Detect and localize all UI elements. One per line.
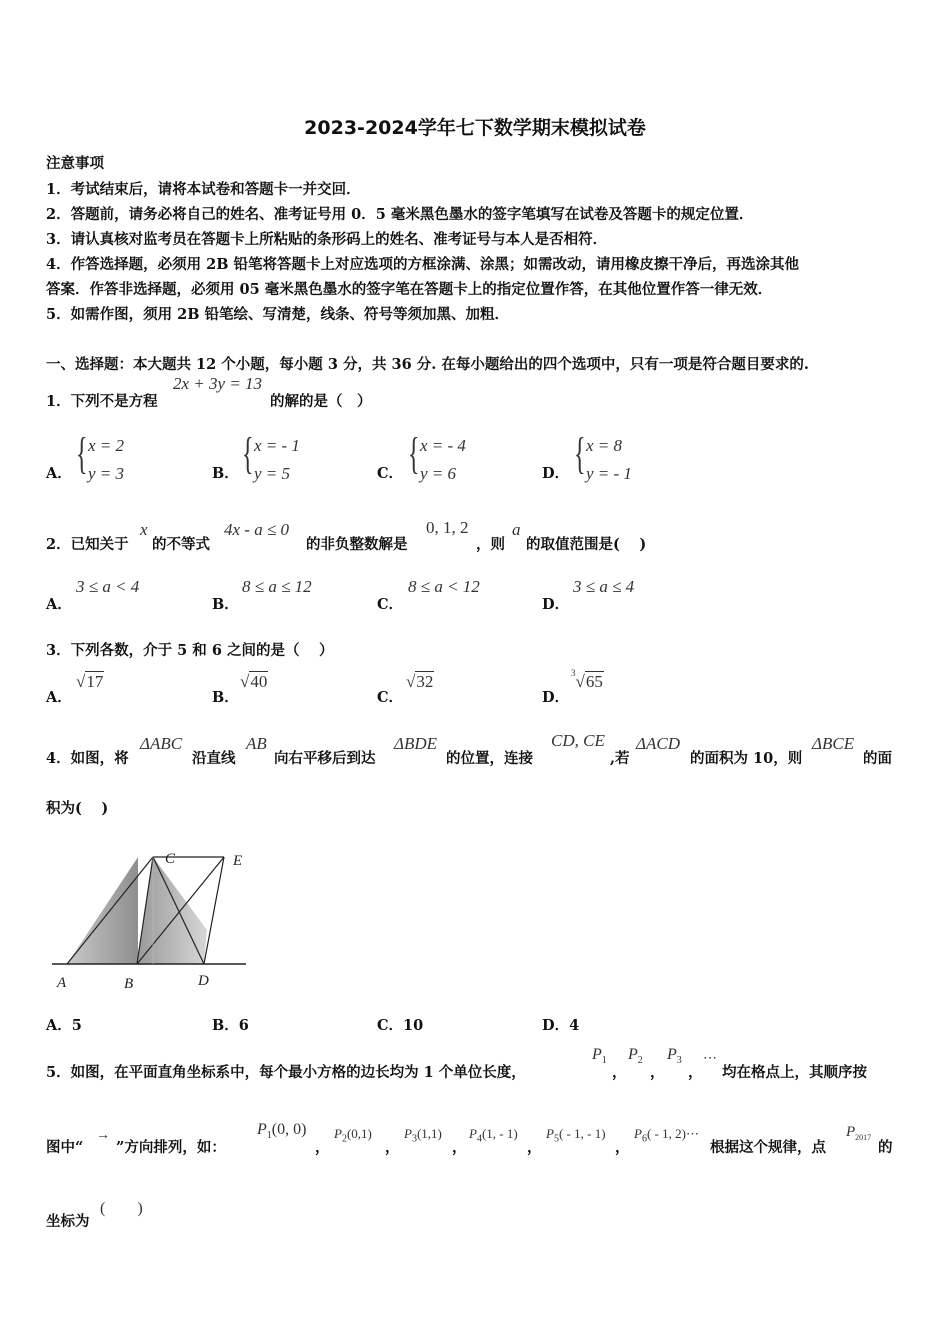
q5-comma: ， xyxy=(385,1139,400,1156)
q5-point-p2: $P_2$ xyxy=(628,1046,643,1067)
q4-stem: 的位置，连接 xyxy=(446,750,533,767)
q4-option-c: C．10 xyxy=(377,1017,424,1034)
q2-var-a: a xyxy=(512,520,521,539)
page-title: 2023-2024学年七下数学期末模拟试卷 xyxy=(304,117,646,139)
q4-option-b: B．6 xyxy=(212,1017,249,1034)
q2-stem: 的取值范围是( ) xyxy=(526,536,647,553)
q4-option-d: D．4 xyxy=(542,1017,580,1034)
q4-math: ΔBDE xyxy=(394,734,438,753)
q2-inequality: 4x - a ≤ 0 xyxy=(224,520,290,539)
q4-figure xyxy=(40,840,270,1000)
shaded-triangle-left xyxy=(67,857,138,964)
q2-stem: ，则 xyxy=(476,536,505,553)
q4-stem: 的面 xyxy=(863,750,892,767)
q1-equation: 2x + 3y = 13 xyxy=(173,374,263,393)
q5-arrow: → xyxy=(96,1128,110,1143)
label-d: D xyxy=(198,973,209,989)
notice-item: 4．作答选择题，必须用 2B 铅笔将答题卡上对应选项的方框涂满、涂黑；如需改动，请用橡皮擦干净后，再选涂其他 xyxy=(46,256,800,273)
q2-option-a-expr: 3 ≤ a < 4 xyxy=(76,577,140,596)
q4-math: ΔABC xyxy=(140,734,183,753)
q2-stem: 的不等式 xyxy=(152,536,210,553)
q4-stem: 沿直线 xyxy=(192,750,236,767)
q3-stem: 3．下列各数，介于 5 和 6 之间的是（ ） xyxy=(46,642,334,659)
q3-option-d-radical: $^3$√65 xyxy=(571,668,603,691)
q4-math: AB xyxy=(246,734,267,753)
notice-item: 2．答题前，请务必将自己的姓名、准考证号用 0．5 毫米黑色墨水的签字笔填写在试卷及答题卡的规定位置． xyxy=(46,206,754,223)
q5-comma: ， xyxy=(612,1064,627,1081)
q5-point-p1: $P_1$ xyxy=(592,1046,607,1067)
q5-seq-p3: $P_3(1,1)$ xyxy=(404,1126,442,1145)
q4-stem: 向右平移后到达 xyxy=(274,750,376,767)
q5-comma: ， xyxy=(452,1139,467,1156)
notice-item: 答案．作答非选择题，必须用 05 毫米黑色墨水的签字笔在答题卡上的指定位置作答，在其他位置作答一律无效． xyxy=(46,281,773,298)
q5-stem: 坐标为 xyxy=(46,1213,90,1230)
q3-option-a-radical: √17 xyxy=(76,672,104,691)
q4-option-a: A．5 xyxy=(46,1017,82,1034)
q2-var-x: x xyxy=(140,520,148,539)
q3-option-d-label: D． xyxy=(542,689,570,706)
notice-item: 3．请认真核对监考员在答题卡上所粘贴的条形码上的姓名、准考证号与本人是否相符． xyxy=(46,231,608,248)
q5-seq-p6: $P_6( - 1$, 2)⋯ xyxy=(634,1126,699,1145)
label-e: E xyxy=(233,853,243,869)
brace-icon: { xyxy=(408,429,420,478)
q2-option-c-expr: 8 ≤ a < 12 xyxy=(408,577,480,596)
q5-seq-p1: $P_1(0$, 0) xyxy=(257,1121,307,1142)
q5-stem: 均在格点上，其顺序按 xyxy=(722,1064,867,1081)
q5-stem: 5．如图，在平面直角坐标系中，每个最小方格的边长均为 1 个单位长度， xyxy=(46,1064,526,1081)
q1-stem-pre: 1．下列不是方程 xyxy=(46,393,158,410)
q4-math: ΔACD xyxy=(636,734,680,753)
q5-stem: 根据这个规律，点 xyxy=(710,1139,826,1156)
q5-comma: ， xyxy=(615,1139,630,1156)
q2-stem: 的非负整数解是 xyxy=(306,536,408,553)
segment-de xyxy=(204,857,224,964)
q3-option-a-label: A． xyxy=(46,689,72,706)
q5-comma: ， xyxy=(688,1064,703,1081)
q2-option-c-label: C． xyxy=(377,596,404,613)
notice-item: 5．如需作图，须用 2B 铅笔绘、写清楚，线条、符号等须加黑、加粗． xyxy=(46,306,510,323)
q2-option-b-label: B． xyxy=(212,596,239,613)
q3-option-c-label: C． xyxy=(377,689,404,706)
q5-seq-p2: $P_2(0,1)$ xyxy=(334,1126,372,1145)
q5-answer-blank: ( ) xyxy=(100,1200,143,1217)
brace-icon: { xyxy=(76,429,88,478)
q3-option-b-label: B． xyxy=(212,689,239,706)
q2-solutions: 0, 1, 2 xyxy=(426,518,469,537)
q2-option-d-expr: 3 ≤ a ≤ 4 xyxy=(573,577,635,596)
q4-stem: ,若 xyxy=(610,750,630,767)
notice-heading: 注意事项 xyxy=(46,155,104,172)
q4-math: ΔBCE xyxy=(812,734,855,753)
label-b: B xyxy=(124,976,134,992)
section-heading: 一、选择题：本大题共 12 个小题，每小题 3 分，共 36 分. 在每小题给出的四个选项中，只有一项是符合题目要求的. xyxy=(46,356,809,373)
q5-comma: ， xyxy=(650,1064,665,1081)
q5-point-p3: $P_3$ xyxy=(667,1046,682,1067)
q5-seq-p4: $P_4(1$, - 1) xyxy=(469,1126,518,1145)
q5-seq-p5: $P_5( - 1$, - 1) xyxy=(546,1126,606,1145)
notice-item: 1．考试结束后，请将本试卷和答题卡一并交回． xyxy=(46,181,361,198)
q5-stem: 的 xyxy=(878,1139,893,1156)
q5-comma: ， xyxy=(527,1139,542,1156)
label-a: A xyxy=(57,975,67,991)
q5-dots: ⋯ xyxy=(703,1051,717,1066)
q2-stem: 2．已知关于 xyxy=(46,536,129,553)
q5-target-point: $P_{2017}$ xyxy=(846,1124,872,1142)
q5-stem: 图中“ xyxy=(46,1139,84,1156)
q4-stem: 的面积为 10，则 xyxy=(690,750,803,767)
q3-option-b-radical: √40 xyxy=(240,672,268,691)
q4-stem: 4．如图，将 xyxy=(46,750,129,767)
q2-option-d-label: D． xyxy=(542,596,570,613)
q5-stem: ”方向排列，如： xyxy=(116,1139,226,1156)
q2-option-b-expr: 8 ≤ a ≤ 12 xyxy=(242,577,312,596)
brace-icon: { xyxy=(242,429,254,478)
brace-icon: { xyxy=(574,429,586,478)
q2-option-a-label: A． xyxy=(46,596,72,613)
q4-stem: 积为( ) xyxy=(46,800,109,817)
label-c: C xyxy=(165,851,176,867)
q1-stem-post: 的解的是（ ） xyxy=(270,393,372,410)
q4-math: CD, CE xyxy=(551,731,605,750)
q3-option-c-radical: √32 xyxy=(406,672,434,691)
q5-comma: ， xyxy=(315,1139,330,1156)
